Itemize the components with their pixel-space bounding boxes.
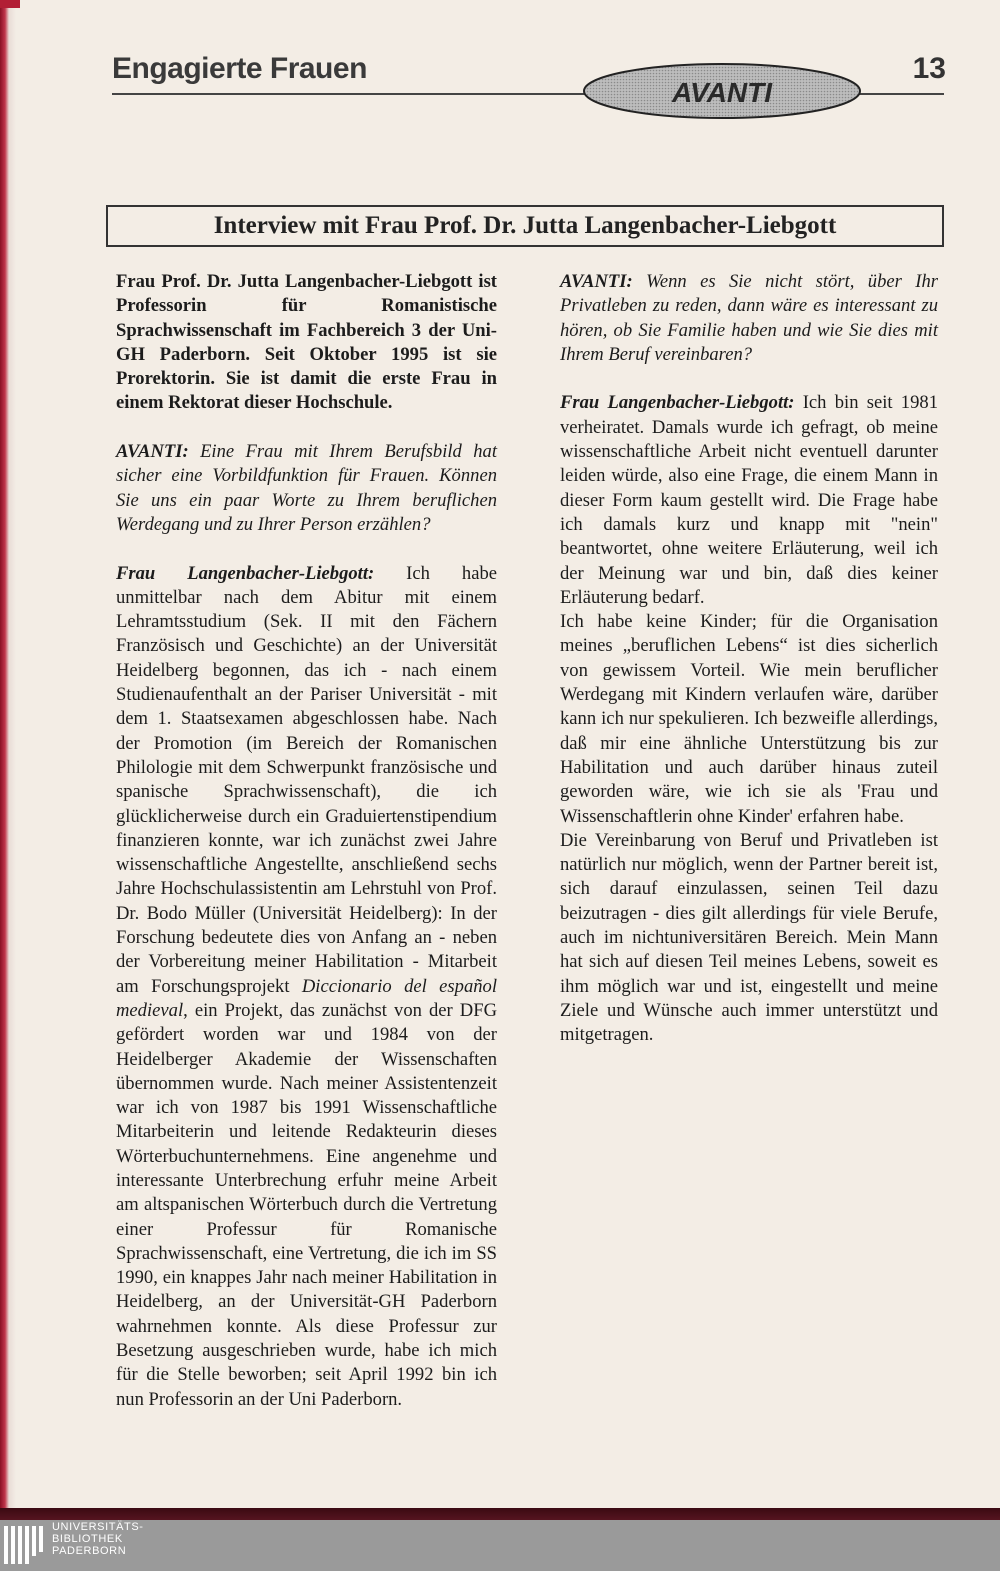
question-1-speaker: AVANTI: xyxy=(116,441,189,463)
answer-2 xyxy=(560,391,938,610)
answer-2-speaker: Frau Langenbacher-Liebgott: xyxy=(560,392,795,414)
library-name xyxy=(52,1521,144,1557)
binding-corner xyxy=(0,0,20,8)
answer-2-paragraph-3: Die Vereinbarung von Beruf und Privatleben ist natürlich nur möglich, wenn der Partner bereit ist, sich darauf einzulassen, seinen Teil dazu beizutragen - dies gilt allerdings für viele Berufe, auch im nichtuniversitären Bereich. Mein Mann hat sich auf diesen Teil meines Lebens, soweit es ihm möglich war und ist, eingestellt und meine Ziele und Wünsche auch immer unterstützt und mitgetragen. xyxy=(560,829,938,1046)
answer-1-project-title: Diccionario del español medieval xyxy=(116,975,497,1021)
page-bottom-edge xyxy=(0,1508,1000,1520)
library-name-line-2: BIBLIOTHEK xyxy=(52,1533,123,1545)
answer-1-text-part-2: , ein Projekt, das zunächst von der DFG gefördert worden war und 1984 von der Heidelberger Akademie der Wissenschaften übernommen wurde. Nach meiner Assistentenzeit war ich von 1987 bis 1991 Wissenschaftliche Mitarbeiterin und leitende Redakteurin dieses Wörterbuchunternehmens. Eine angenehme und interessante Unterbrechung erfuhr meine Arbeit am altspanischen Wörterbuch durch die Vertretung einer Professur für Romanische Sprachwissenschaft, eine Vertretung, die ich im SS 1990, ein knappes Jahr nach meiner Habilitation in Heidelberg, an der Universität-GH Paderborn wahrnehmen konnte. Als diese Professur zur Besetzung ausgeschrieben wurde, habe ich mich für die Stelle beworben; seit April 1992 bin ich nun Professorin an der Uni Paderborn. xyxy=(116,999,497,1410)
library-name-line-3: PADERBORN xyxy=(52,1545,127,1557)
question-1 xyxy=(116,440,497,537)
book-binding-edge xyxy=(0,0,16,1508)
answer-1 xyxy=(116,562,497,1412)
answer-1-text-part-1: Ich habe unmittelbar nach dem Abitur mit einem Lehramtsstudium (Sek. II mit den Fächern Französisch und Geschichte) an der Universität Heidelberg begonnen, das ich - nach einem Studienaufenthalt an der Pariser Universität - mit dem 1. Staatsexamen abgeschlossen habe. Nach der Promotion (im Bereich der Romanischen Philologie mit dem Schwerpunkt französische und spanische Sprachwissenschaft), die ich glücklicherweise durch ein Graduiertenstipendium finanzieren konnte, war ich zunächst zwei Jahre wissenschaftliche Angestellte, anschließend sechs Jahre Hochschulassistentin am Lehrstuhl von Prof. Dr. Bodo Müller (Universität Heidelberg): In der Forschung bedeutete dies von Anfang an - neben der Vorbereitung meiner Habilitation - Mitarbeit am Forschungsprojekt xyxy=(116,562,497,997)
avanti-logo xyxy=(580,60,865,122)
intro-paragraph: Frau Prof. Dr. Jutta Langenbacher-Liebgott ist Professorin für Romanistische Sprachwissenschaft im Fachbereich 3 der Uni-GH Paderborn. Seit Oktober 1995 ist sie Prorektorin. Sie ist damit die erste Frau in einem Rektorat dieser Hochschule. xyxy=(116,271,497,414)
column-left xyxy=(116,270,497,1412)
question-2-text: Wenn es Sie nicht stört, über Ihr Privatleben zu reden, dann wäre es interessant zu hören, ob Sie Familie haben und wie Sie dies mit Ihrem Beruf vereinbaren? xyxy=(560,271,938,365)
page-number: 13 xyxy=(912,52,946,85)
column-right xyxy=(560,270,938,1048)
interview-title: Interview mit Frau Prof. Dr. Jutta Langenbacher-Liebgott xyxy=(213,212,837,239)
answer-1-speaker: Frau Langenbacher-Liebgott: xyxy=(116,562,375,584)
avanti-logo-text: AVANTI xyxy=(671,77,773,108)
library-footer-bar xyxy=(0,1520,1000,1571)
library-name-line-1: UNIVERSITÄTS- xyxy=(52,1521,144,1533)
question-1-text: Eine Frau mit Ihrem Berufsbild hat sicher eine Vorbildfunktion für Frauen. Können Sie uns ein paar Worte zu Ihrem beruflichen Werdegang und zu Ihrer Person erzählen? xyxy=(116,441,497,535)
question-2-speaker: AVANTI: xyxy=(560,271,633,292)
answer-2-paragraph-2: Ich habe keine Kinder; für die Organisation meines „beruflichen Lebens“ ist dies sicherlich von gewissem Vorteil. Wie mein beruflicher Werdegang mit Kindern verlaufen wäre, darüber kann ich nur spekulieren. Ich bezweifle allerdings, daß mir eine ähnliche Unterstützung bis zur Habilitation und auch darüber hinaus zuteil geworden wäre, wie ich sie als 'Frau und Wissenschaftlerin ohne Kinder' erfahren habe. xyxy=(560,611,938,827)
question-2 xyxy=(560,270,938,367)
interview-title-box xyxy=(106,205,944,247)
library-logo-icon xyxy=(2,1522,46,1568)
section-title: Engagierte Frauen xyxy=(112,52,367,85)
answer-2-text: Ich bin seit 1981 verheiratet. Damals wurde ich gefragt, ob meine wissenschaftliche Arbeit nicht eventuell darunter leiden würde, also eine Frage, die einem Mann in dieser Form kaum gestellt wird. Die Frage habe ich damals kurz und knapp mit "nein" beantwortet, ohne weitere Erläuterung, weil ich der Meinung war und bin, daß dies keiner Erläuterung bedarf. xyxy=(560,392,938,608)
